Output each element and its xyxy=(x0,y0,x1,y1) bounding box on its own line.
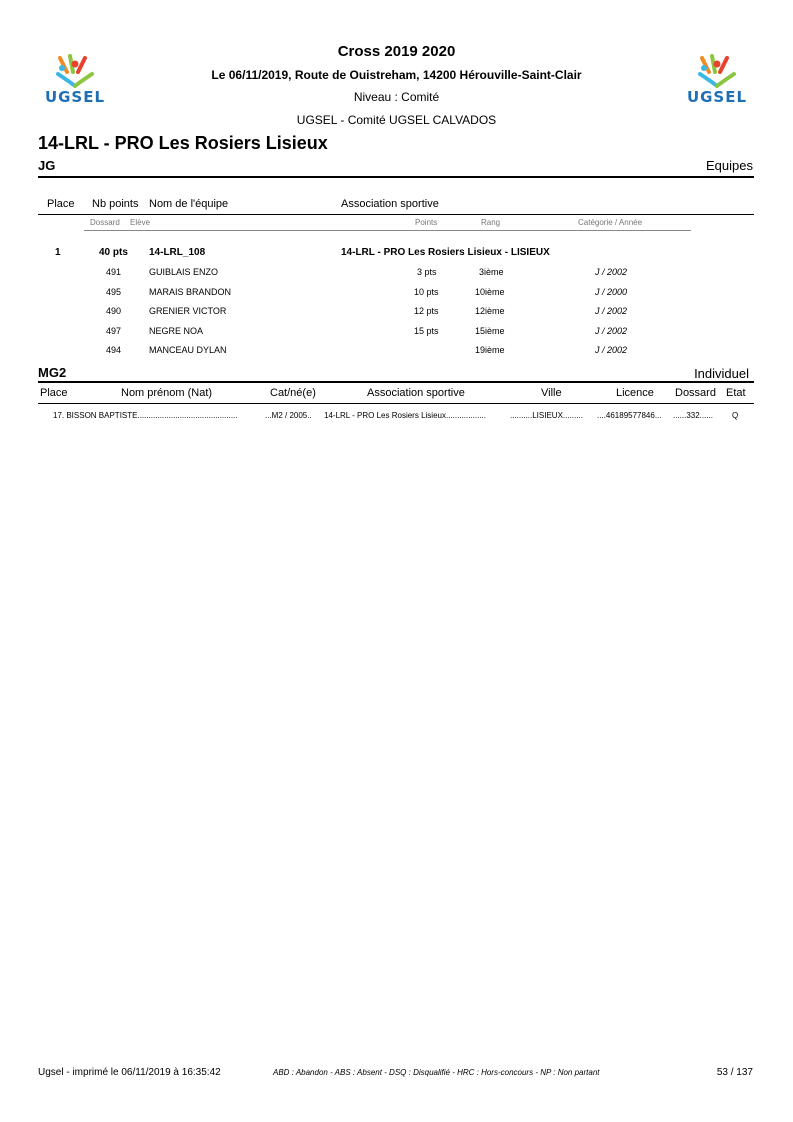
member-rang: 15ième xyxy=(475,326,505,336)
member-points: 3 pts xyxy=(417,267,437,277)
member-rang: 3ième xyxy=(479,267,504,277)
team-association: 14-LRL - PRO Les Rosiers Lisieux - LISIEUX xyxy=(341,247,550,258)
subcol-categorie: Catégorie / Année xyxy=(578,218,643,227)
row-etat: Q xyxy=(732,411,739,420)
team-name: 14-LRL_108 xyxy=(149,247,206,258)
member-categorie: J / 2002 xyxy=(595,326,628,336)
team-section-type: Equipes xyxy=(706,158,753,173)
header-divider xyxy=(38,403,754,404)
section-divider xyxy=(38,176,754,178)
row-place-name: 17. BISSON BAPTISTE............................................. xyxy=(53,411,238,420)
member-rang: 19ième xyxy=(475,345,505,355)
member-name: MARAIS BRANDON xyxy=(149,287,232,297)
col-dossard: Dossard xyxy=(675,387,716,399)
subcol-points: Points xyxy=(415,218,438,227)
col-licence: Licence xyxy=(616,387,654,399)
col-association: Association sportive xyxy=(341,198,439,210)
member-dossard: 491 xyxy=(106,267,122,277)
section-divider xyxy=(38,381,754,383)
col-ville: Ville xyxy=(541,387,562,399)
col-team-name: Nom de l'équipe xyxy=(149,198,229,210)
footer-printed: Ugsel - imprimé le 06/11/2019 à 16:35:42 xyxy=(38,1067,221,1078)
member-points: 12 pts xyxy=(414,306,439,316)
member-rang: 12ième xyxy=(475,306,505,316)
member-name: NEGRE NOA xyxy=(149,326,204,336)
member-points: 10 pts xyxy=(414,287,439,297)
member-dossard: 495 xyxy=(106,287,122,297)
row-ville: ..........LISIEUX......... xyxy=(510,411,583,420)
col-place: Place xyxy=(40,387,68,399)
member-name: MANCEAU DYLAN xyxy=(149,345,227,355)
subcol-rang: Rang xyxy=(481,218,501,227)
col-place: Place xyxy=(47,198,75,210)
row-cat: ...M2 / 2005.. xyxy=(265,411,312,420)
col-name: Nom prénom (Nat) xyxy=(121,387,213,399)
school-title: 14-LRL - PRO Les Rosiers Lisieux xyxy=(38,133,328,153)
col-association: Association sportive xyxy=(367,387,465,399)
individual-category: MG2 xyxy=(38,365,67,380)
subcol-dossard: Dossard xyxy=(90,218,120,227)
header-divider xyxy=(38,214,754,215)
member-dossard: 494 xyxy=(106,345,122,355)
row-association: 14-LRL - PRO Les Rosiers Lisieux.................. xyxy=(324,411,486,420)
member-categorie: J / 2002 xyxy=(595,306,628,316)
member-name: GUIBLAIS ENZO xyxy=(149,267,219,277)
team-points: 40 pts xyxy=(99,247,128,258)
row-dossard: ......332...... xyxy=(673,411,714,420)
footer-page: 53 / 137 xyxy=(716,1067,753,1078)
subheader-divider xyxy=(84,230,691,231)
col-cat: Cat/né(e) xyxy=(270,387,316,399)
col-points: Nb points xyxy=(92,198,139,210)
member-categorie: J / 2002 xyxy=(595,345,628,355)
subcol-eleve: Elève xyxy=(130,218,151,227)
col-etat: Etat xyxy=(726,387,746,399)
member-name: GRENIER VICTOR xyxy=(149,306,227,316)
member-points: 15 pts xyxy=(414,326,439,336)
logo-text: UGSEL xyxy=(44,88,106,106)
row-licence: ....46189577846... xyxy=(597,411,662,420)
event-title: Cross 2019 2020 xyxy=(337,43,456,60)
team-place: 1 xyxy=(55,247,61,258)
member-rang: 10ième xyxy=(475,287,505,297)
logo-text: UGSEL xyxy=(686,88,748,106)
footer-legend: ABD : Abandon - ABS : Absent - DSQ : Disqualifié - HRC : Hors-concours - NP : Non partant xyxy=(273,1068,600,1077)
member-categorie: J / 2000 xyxy=(595,287,628,297)
member-dossard: 497 xyxy=(106,326,122,336)
member-categorie: J / 2002 xyxy=(595,267,628,277)
individual-section-type: Individuel xyxy=(694,366,749,381)
team-category: JG xyxy=(38,158,56,173)
event-niveau: Niveau : Comité xyxy=(353,90,440,104)
event-subtitle: Le 06/11/2019, Route de Ouistreham, 14200 Hérouville-Saint-Clair xyxy=(211,68,582,82)
event-comite: UGSEL - Comité UGSEL CALVADOS xyxy=(296,113,497,127)
member-dossard: 490 xyxy=(106,306,122,316)
